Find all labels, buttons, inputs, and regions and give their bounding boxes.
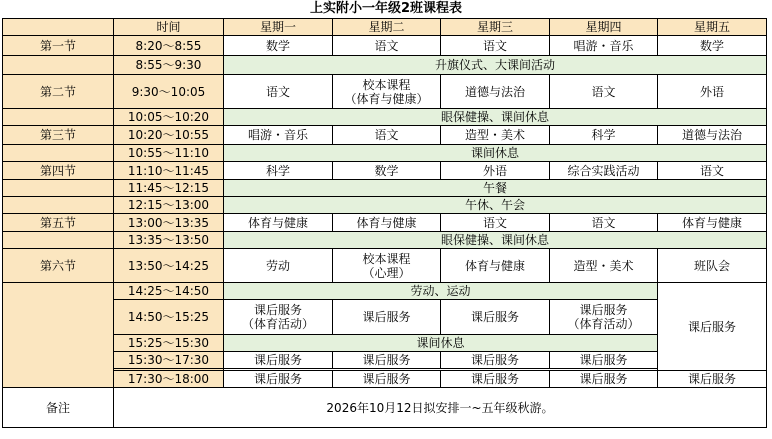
time-cell: 12:15～13:00: [114, 197, 224, 214]
note-label: 备注: [3, 388, 114, 428]
subject-cell: 语文: [224, 75, 333, 109]
subject-line: （体育活动）: [241, 317, 314, 331]
subject-cell: 数学: [224, 36, 333, 56]
time-cell: 14:25～14:50: [114, 283, 224, 300]
activity-cell: 午休、午会: [224, 197, 767, 214]
subject-cell: 课后服务: [441, 352, 550, 369]
subject-line: 校本课程: [362, 77, 411, 92]
period-label: [3, 180, 114, 197]
time-cell: 17:30～18:00: [114, 371, 224, 388]
subject-line: 课后服务: [253, 303, 302, 317]
subject-cell: 课后服务: [550, 371, 658, 388]
subject-cell: 课后服务: [441, 300, 550, 335]
table-row: [3, 197, 767, 214]
subject-line: 课后服务: [579, 303, 628, 317]
subject-cell: 唱游・音乐: [550, 36, 658, 56]
period-label: 第五节: [3, 214, 114, 232]
subject-cell: 语文: [333, 126, 441, 145]
time-cell: 15:25～15:30: [114, 335, 224, 352]
subject-line: （心理）: [362, 265, 411, 280]
activity-cell: 眼保健操、课间休息: [224, 232, 767, 249]
activity-cell: 劳动、运动: [224, 283, 658, 300]
time-cell: 13:50～14:25: [114, 249, 224, 283]
subject-cell: 语文: [550, 75, 658, 109]
subject-cell: 科学: [550, 126, 658, 145]
table-row: [3, 75, 767, 109]
subject-cell: 课后服务: [333, 300, 441, 335]
subject-cell: [333, 249, 441, 283]
header-day: 星期四: [550, 19, 658, 36]
period-label: 第二节: [3, 75, 114, 109]
subject-cell: [550, 300, 658, 335]
subject-cell: 数学: [658, 36, 767, 56]
subject-cell: 语文: [550, 214, 658, 232]
subject-cell: 课后服务: [658, 371, 767, 388]
subject-cell: 科学: [224, 162, 333, 180]
subject-cell: 班队会: [658, 249, 767, 283]
subject-cell: 唱游・音乐: [224, 126, 333, 145]
period-label: 第六节: [3, 249, 114, 283]
subject-cell: 劳动: [224, 249, 333, 283]
subject-cell: 造型・美术: [441, 126, 550, 145]
activity-cell: 眼保健操、课间休息: [224, 109, 767, 126]
period-label: 第四节: [3, 162, 114, 180]
table-row: [3, 126, 767, 145]
period-label: [3, 145, 114, 162]
subject-cell: 语文: [333, 36, 441, 56]
subject-line: （体育活动）: [567, 317, 640, 331]
subject-cell: 课后服务: [224, 371, 333, 388]
page-title: 上实附小一年级2班课程表: [309, 1, 463, 16]
table-row: [3, 300, 767, 335]
subject-cell: [224, 300, 333, 335]
time-cell: 13:35～13:50: [114, 232, 224, 249]
time-cell: 15:30～17:30: [114, 352, 224, 369]
time-cell: 8:20～8:55: [114, 36, 224, 56]
subject-cell: 体育与健康: [333, 214, 441, 232]
subject-cell: 数学: [333, 162, 441, 180]
subject-cell: 课后服务: [550, 352, 658, 369]
subject-cell: 课后服务: [441, 371, 550, 388]
time-cell: 14:50～15:25: [114, 300, 224, 335]
subject-line: 校本课程: [362, 251, 411, 266]
activity-cell: 课间休息: [224, 145, 767, 162]
table-row: [3, 283, 767, 300]
header-row: [3, 19, 767, 36]
subject-cell: [333, 75, 441, 109]
subject-cell: 道德与法治: [658, 126, 767, 145]
subject-cell: 外语: [441, 162, 550, 180]
subject-cell: 体育与健康: [658, 214, 767, 232]
table-row: [3, 352, 767, 369]
time-cell: 9:30～10:05: [114, 75, 224, 109]
subject-cell: 语文: [658, 162, 767, 180]
period-label: [3, 232, 114, 249]
time-cell: 11:45～12:15: [114, 180, 224, 197]
period-label: 第三节: [3, 126, 114, 145]
table-row: [3, 56, 767, 75]
header-corner: [3, 19, 114, 36]
activity-cell: 午餐: [224, 180, 767, 197]
activity-cell: 课间休息: [224, 335, 658, 352]
subject-cell: 造型・美术: [550, 249, 658, 283]
table-row: [3, 249, 767, 283]
note-text: 2026年10月12日拟安排一~五年级秋游。: [114, 388, 767, 428]
subject-cell: 语文: [441, 214, 550, 232]
time-cell: 10:55～11:10: [114, 145, 224, 162]
table-row: [3, 109, 767, 126]
time-cell: 10:05～10:20: [114, 109, 224, 126]
header-day: 星期一: [224, 19, 333, 36]
time-cell: 8:55～9:30: [114, 56, 224, 75]
subject-cell: 课后服务: [333, 371, 441, 388]
time-cell: 11:10～11:45: [114, 162, 224, 180]
subject-cell: 课后服务: [333, 352, 441, 369]
period-label: [3, 197, 114, 214]
table-row: [3, 145, 767, 162]
table-row: [3, 335, 767, 352]
subject-cell: 课后服务: [224, 352, 333, 369]
timetable: [2, 18, 767, 428]
time-cell: 10:20～10:55: [114, 126, 224, 145]
header-day: 星期二: [333, 19, 441, 36]
subject-cell: 外语: [658, 75, 767, 109]
period-label: 第一节: [3, 36, 114, 56]
subject-cell: 课后服务: [658, 283, 767, 371]
table-row: [3, 214, 767, 232]
table-row: [3, 162, 767, 180]
subject-line: （体育与健康）: [344, 91, 429, 106]
subject-cell: 道德与法治: [441, 75, 550, 109]
period-label: [3, 283, 114, 388]
activity-cell: 升旗仪式、大课间活动: [224, 56, 767, 75]
period-label: [3, 56, 114, 75]
period-label: [3, 109, 114, 126]
table-row: [3, 36, 767, 56]
subject-cell: 语文: [441, 36, 550, 56]
note-row: [3, 388, 767, 428]
header-day: 星期五: [658, 19, 767, 36]
table-row: [3, 371, 767, 388]
header-day: 星期三: [441, 19, 550, 36]
subject-cell: 体育与健康: [224, 214, 333, 232]
header-time: 时间: [114, 19, 224, 36]
table-row: [3, 180, 767, 197]
table-row: [3, 232, 767, 249]
time-cell: 13:00～13:35: [114, 214, 224, 232]
subject-cell: 综合实践活动: [550, 162, 658, 180]
subject-cell: 体育与健康: [441, 249, 550, 283]
